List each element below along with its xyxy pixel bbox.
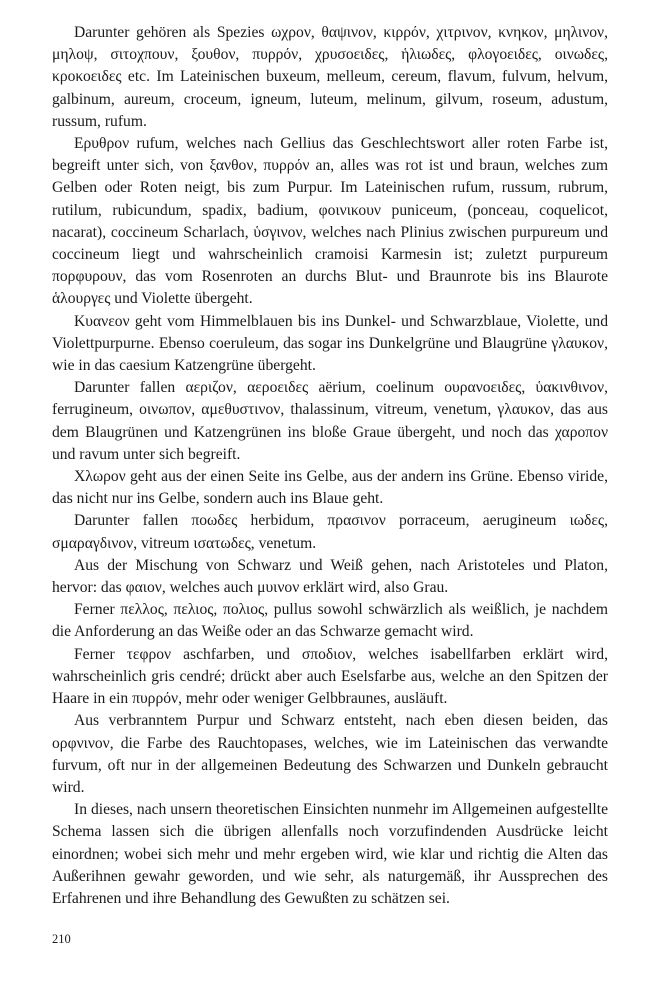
paragraph: Χλωρον geht aus der einen Seite ins Gelbe, aus der andern ins Grüne. Ebenso viride, das nicht nur ins Gelbe, sondern auch ins Blaue geht. <box>52 468 608 508</box>
page-body <box>52 22 608 910</box>
paragraph: Aus der Mischung von Schwarz und Weiß gehen, nach Aristoteles und Platon, hervor: das φαιον, welches auch μυινον erklärt wird, also Grau. <box>52 556 608 597</box>
paragraph: Κυανεον geht vom Himmelblauen bis ins Dunkel- und Schwarzblaue, Violette, und Violettpurpurne. Ebenso coeruleum, das sogar ins Dunkelgrüne und Blaugrüne γλαυκον, wie in das caesium Katzengrüne übergeht. <box>52 312 608 375</box>
paragraph: In dieses, nach unsern theoretischen Einsichten nunmehr im Allgemeinen aufgestellte Schema lassen sich die übrigen allenfalls noch vorzufindenden Ausdrücke leicht einordnen; wobei sich mehr und mehr ergeben wird, wie klar und richtig die Alten das Außerihnen gewahr geworden, und wie sehr, als naturgemäß, ihr Aussprechen des Erfahrenen und ihre Behandlung des Gewußten zu schätzen sei. <box>52 801 608 907</box>
paragraph: Darunter gehören als Spezies ωχρον, θαψινον, κιρρόν, χιτρινον, κνηκον, μηλινον, μηλοψ, σιτοχπουν, ξουθον, πυρρόν, χρυσοειδες, ἡλιωδες, φλογοειδες, οινωδες, κροκοειδες etc. Im Lateinischen buxeum, melleum, cereum, flavum, fulvum, helvum, galbinum, aureum, croceum, igneum, luteum, melinum, gilvum, roseum, adustum, russum, rufum. <box>52 24 608 130</box>
paragraph: Darunter fallen ποωδες herbidum, πρασινον porraceum, aerugineum ιωδες, σμαραγδινον, vitreum ισατωδες, venetum. <box>52 512 608 552</box>
paragraph: Darunter fallen αεριζον, αεροειδες aërium, coelinum ουρανοειδες, ὑακινθινον, ferrugineum, οινωπον, αμεθυστινον, thalassinum, vitreum, venetum, γλαυκον, das aus dem Blaugrünen und Katzengrünen ins bloße Graue übergeht, und noch das χαροπον und ravum unter sich begreift. <box>52 379 608 463</box>
paragraph: Ferner πελλος, πελιος, πολιος, pullus sowohl schwärzlich als weißlich, je nachdem die Anforderung an das Weiße oder an das Schwarze gemacht wird. <box>52 601 608 641</box>
paragraph: Aus verbranntem Purpur und Schwarz entsteht, nach eben diesen beiden, das ορφνινον, die Farbe des Rauchtopases, welches, wie im Lateinischen das verwandte furvum, oft nur in der allgemeinen Bedeutung des Schwarzen und Dunkeln gebraucht wird. <box>52 712 608 796</box>
paragraph: Ferner τεφρον aschfarben, und σποδιον, welches isabellfarben erklärt wird, wahrscheinlich gris cendré; drückt aber auch Eselsfarbe aus, welche an den Spitzen der Haare in ein πυρρόν, mehr oder weniger Gelbbraunes, ausläuft. <box>52 645 608 708</box>
page-number: 210 <box>52 932 71 946</box>
paragraph: Ερυθρον rufum, welches nach Gellius das Geschlechtswort aller roten Farbe ist, begreift unter sich, von ξανθον, πυρρόν an, alles was rot ist und braun, welches zum Gelben oder Roten neigt, bis zum Purpur. Im Lateinischen rufum, russum, rubrum, rutilum, rubicundum, spadix, badium, φοινικουν puniceum, (ponceau, coquelicot, nacarat), coccineum Scharlach, ὑσγινον, welches nach Plinius zwischen purpureum und coccineum liegt und wahrscheinlich cramoisi Karmesin ist; zuletzt purpureum πορφυρουν, das vom Rosenroten an durchs Blut- und Braunrote bis ins Blaurote ἁλουργες und Violette übergeht. <box>52 135 608 308</box>
